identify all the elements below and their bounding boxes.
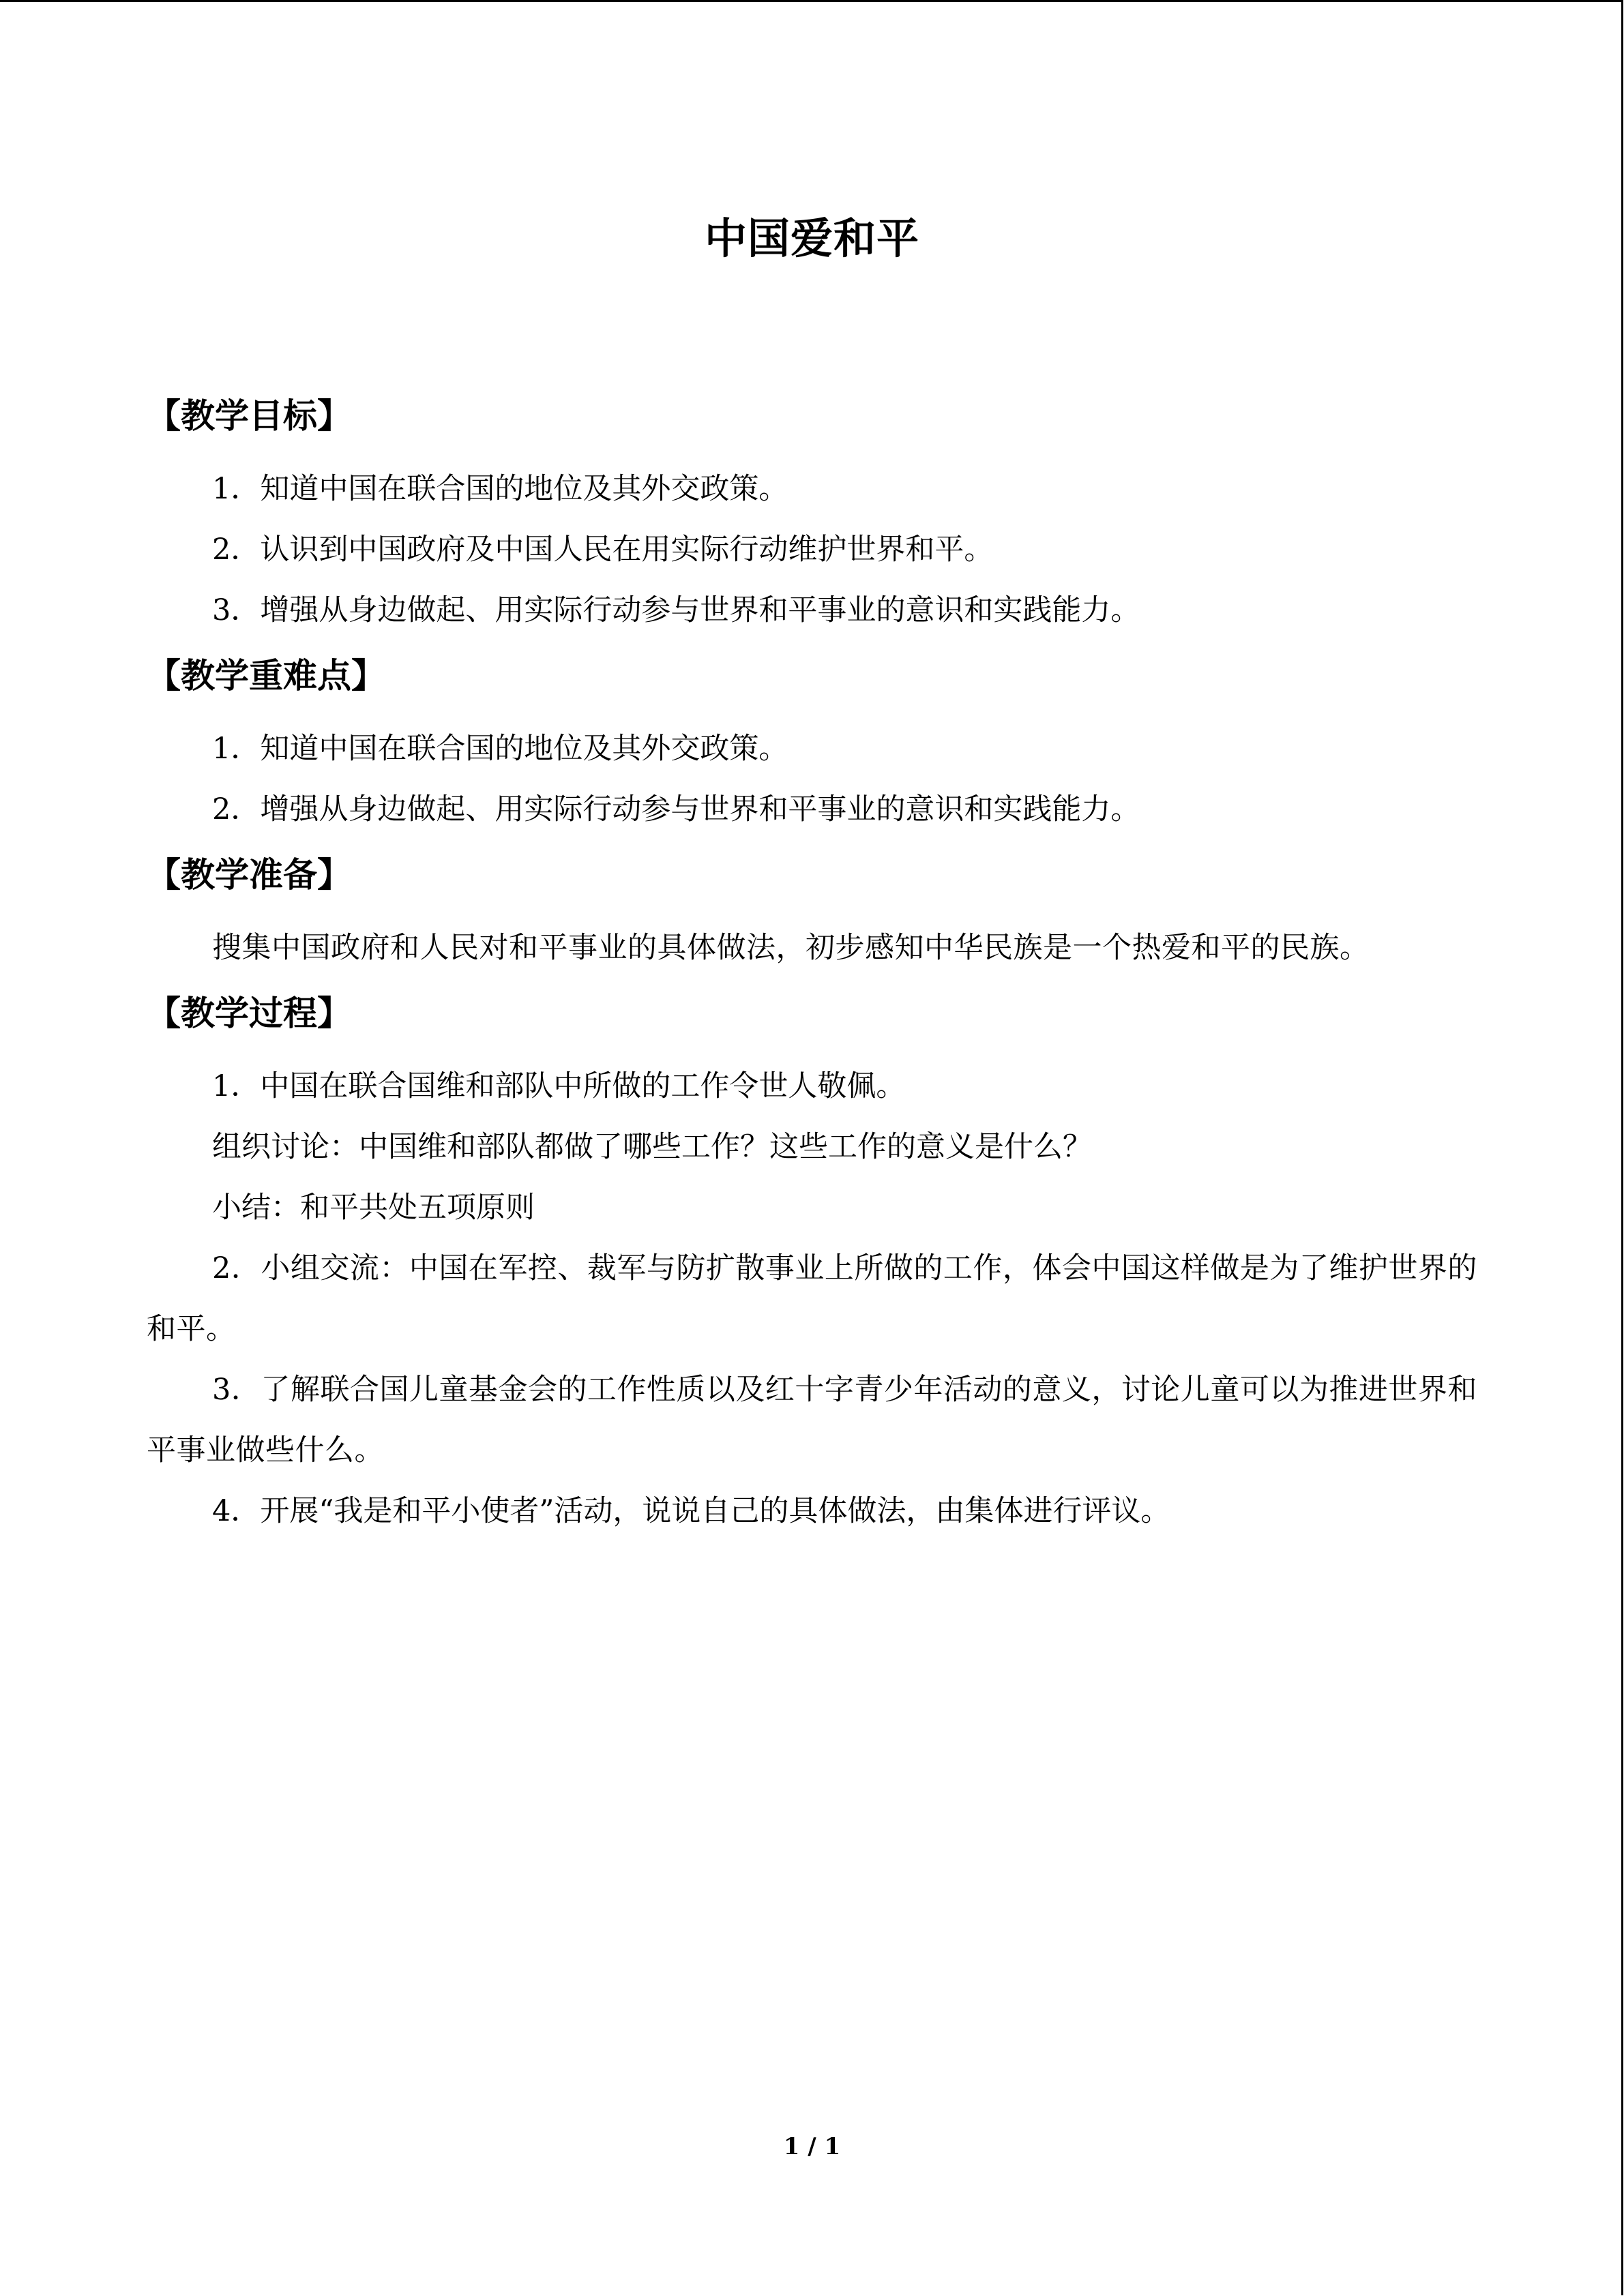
section-heading: 【教学准备】 bbox=[147, 855, 351, 895]
paragraph: 搜集中国政府和人民对和平事业的具体做法，初步感知中华民族是一个热爱和平的民族。 bbox=[212, 931, 1370, 965]
list-item: 1．知道中国在联合国的地位及其外交政策。 bbox=[212, 732, 788, 766]
paragraph: 3．了解联合国儿童基金会的工作性质以及红十字青少年活动的意义，讨论儿童可以为推进世界和平事业做些什么。 bbox=[147, 1373, 1477, 1467]
list-item: 1．中国在联合国维和部队中所做的工作令世人敬佩。 bbox=[212, 1069, 906, 1103]
list-item: 2．增强从身边做起、用实际行动参与世界和平事业的意识和实践能力。 bbox=[212, 792, 1140, 826]
list-item: 4．开展“我是和平小使者”活动，说说自己的具体做法，由集体进行评议。 bbox=[212, 1494, 1170, 1528]
section-heading: 【教学目标】 bbox=[147, 396, 351, 436]
list-item: 2．认识到中国政府及中国人民在用实际行动维护世界和平。 bbox=[212, 533, 994, 567]
document-title: 中国爱和平 bbox=[704, 213, 919, 263]
section-teaching-goals bbox=[147, 385, 1480, 641]
document-body bbox=[147, 385, 1480, 1546]
list-item: 1．知道中国在联合国的地位及其外交政策。 bbox=[212, 472, 788, 506]
section-process bbox=[147, 983, 1480, 1542]
list-item: 3．增强从身边做起、用实际行动参与世界和平事业的意识和实践能力。 bbox=[212, 593, 1140, 627]
section-preparation bbox=[147, 844, 1480, 979]
paragraph: 2．小组交流：中国在军控、裁军与防扩散事业上所做的工作，体会中国这样做是为了维护世界的和平。 bbox=[147, 1251, 1477, 1346]
list-item: 组织讨论：中国维和部队都做了哪些工作？这些工作的意义是什么？ bbox=[212, 1130, 1092, 1164]
page-number: 1 / 1 bbox=[783, 2133, 841, 2160]
section-heading: 【教学过程】 bbox=[147, 994, 351, 1033]
section-key-points bbox=[147, 645, 1480, 840]
section-heading: 【教学重难点】 bbox=[147, 656, 385, 696]
list-item: 小结：和平共处五项原则 bbox=[212, 1191, 535, 1225]
